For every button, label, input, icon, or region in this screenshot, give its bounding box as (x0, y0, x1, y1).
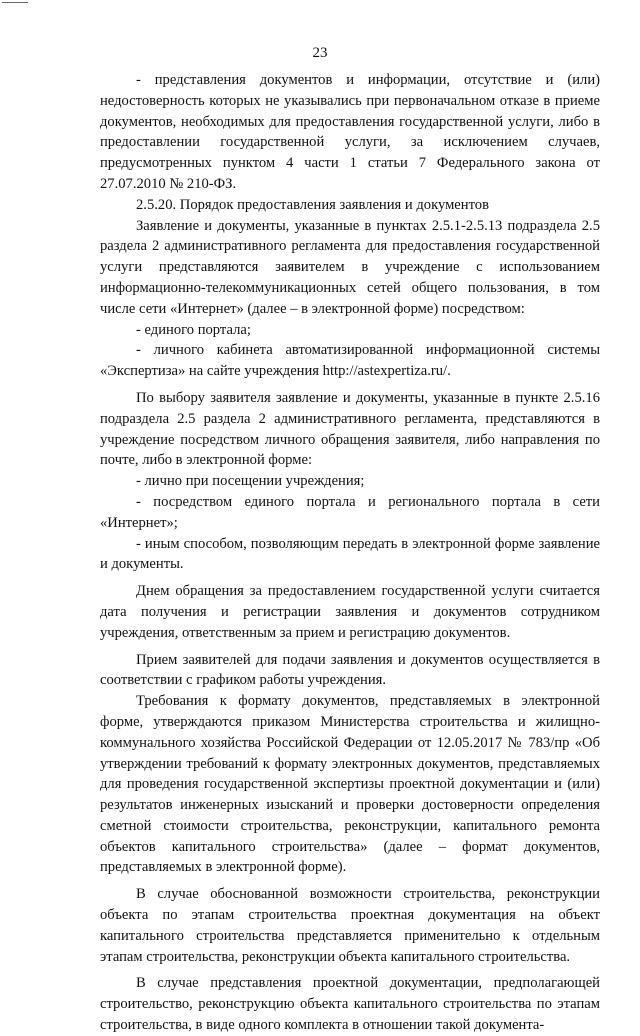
section-heading: 2.5.20. Порядок предоставления заявления и документов (136, 196, 489, 213)
paragraph: Требования к формату документов, представляемых в электронной форме, утверждаются приказом Министерства строительства и жилищно-коммунального хозяйства Российской Федерации от 12.05.2017 № 783/пр «Об утверждении требований к формату электронных документов, представляемых для проведения государственной экспертизы проектной документации и (или) результатов инженерных изысканий и проверки достоверности определения сметной стоимости строительства, реконструкции, капитального ремонта объектов капитального строительства» (далее – формат документов, представляемых в электронной форме). (100, 693, 600, 876)
paragraph: По выбору заявителя заявление и документы, указанные в пункте 2.5.16 подраздела 2.5 раздела 2 административного регламента, представляются в учреждение посредством личного обращения заявителя, либо направления по почте, либо в электронной форме: (100, 389, 600, 469)
list-item: - лично при посещении учреждения; (136, 473, 365, 490)
paragraph: - представления документов и информации, отсутствие и (или) недостоверность которых не указывались при первоначальном отказе в приеме документов, необходимых для предоставления государственной услуги, либо в предоставлении государственной услуги, за исключением случаев, предусмотренных пунктом 4 части 1 статьи 7 Федерального закона от 27.07.2010 № 210-ФЗ. (100, 72, 600, 192)
list-item: - иным способом, позволяющим передать в электронной форме заявление и документы. (100, 535, 600, 573)
list-item: - посредством единого портала и регионального портала в сети «Интернет»; (100, 493, 600, 531)
page-number: 23 (312, 45, 328, 61)
list-item: - единого портала; (136, 321, 251, 338)
paragraph: Прием заявителей для подачи заявления и документов осуществляется в соответствии с графиком работы учреждения. (100, 651, 600, 689)
list-item: - личного кабинета автоматизированной информационной системы «Экспертиза» на сайте учреждения http://astexpertiza.ru/. (100, 342, 600, 380)
paragraph: В случае представления проектной документации, предполагающей строительство, реконструкцию объекта капитального строительства по этапам строительства, в виде одного комплекта в отношении такой документа- (100, 975, 600, 1034)
scan-corner-mark (2, 2, 28, 3)
paragraph: Днем обращения за предоставлением государственной услуги считается дата получения и регистрации заявления и документов сотрудником учреждения, ответственным за прием и регистрацию документов. (100, 583, 600, 641)
paragraph: В случае обоснованной возможности строительства, реконструкции объекта по этапам строительства проектная документация на объект капитального строительства представляется применительно к отдельным этапам строительства, реконструкции объекта капитального строительства. (100, 886, 600, 965)
paragraph: Заявление и документы, указанные в пунктах 2.5.1-2.5.13 подраздела 2.5 раздела 2 административного регламента для предоставления государственной услуги представляются заявителем в учреждение с использованием информационно-телекоммуникационных сетей общего пользования, в том числе сети «Интернет» (далее – в электронной форме) посредством: (100, 217, 600, 317)
document-body (100, 70, 600, 1036)
